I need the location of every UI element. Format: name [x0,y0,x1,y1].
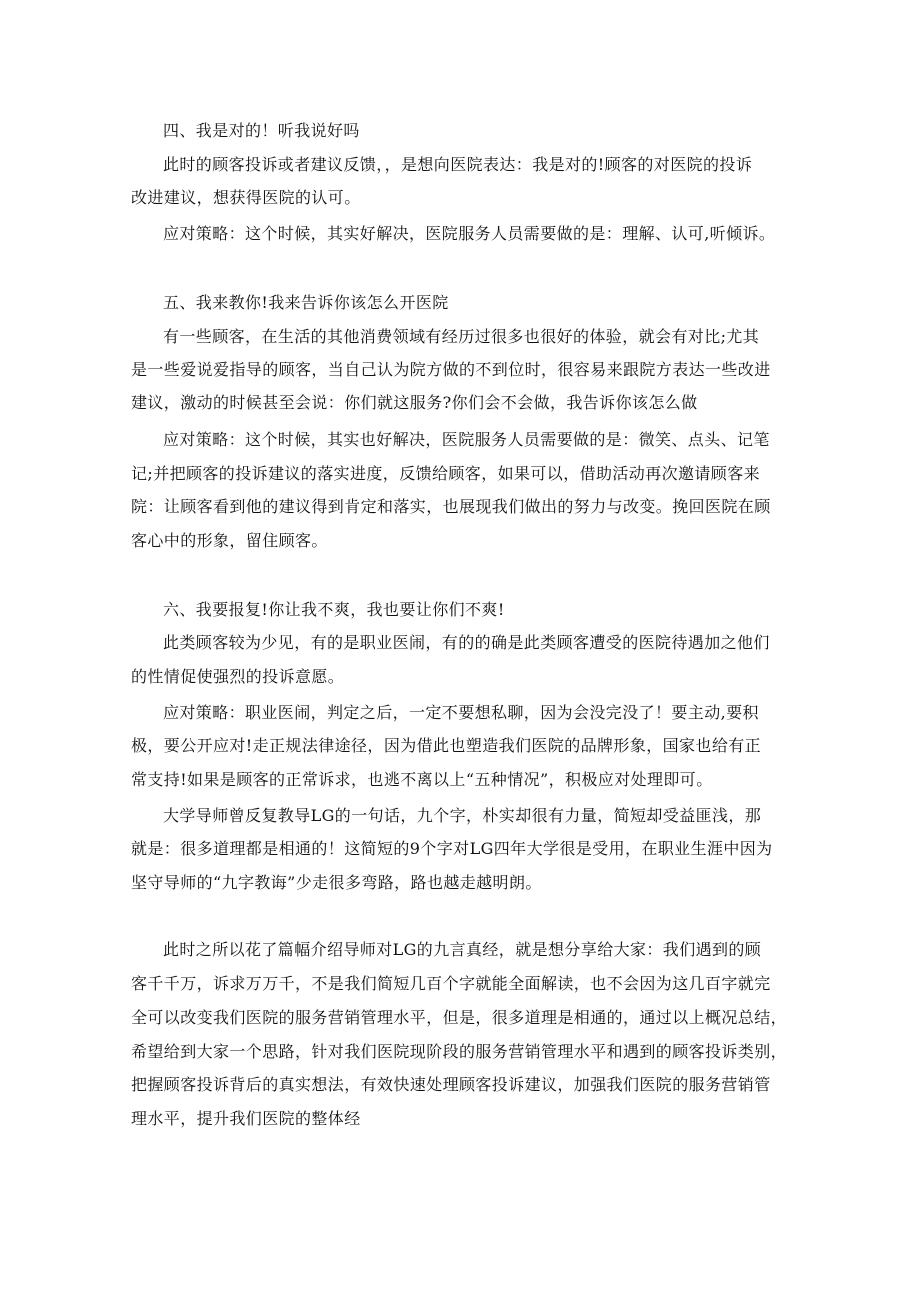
paragraph-line: 坚守导师的“九字教诲”少走很多弯路，路也越走越明朗。 [131,873,542,892]
paragraph-line: 把握顾客投诉背后的真实想法，有效快速处理顾客投诉建议，加强我们医院的服务营销管 [131,1075,771,1094]
paragraph-line: 应对策略：职业医闹，判定之后，一定不要想私聊，因为会没完没了！要主动,要积 [163,703,759,722]
paragraph-line: 此时之所以花了篇幅介绍导师对LG的九言真经，就是想分享给大家：我们遇到的顾 [163,940,762,959]
paragraph-line: 改进建议，想获得医院的认可。 [131,188,361,207]
paragraph-line: 就是：很多道理都是相通的！这简短的9个字对LG四年大学很是受用，在职业生涯中因为 [131,839,773,858]
paragraph-line: 院：让顾客看到他的建议得到肯定和落实，也展现我们做出的努力与改变。挽回医院在顾 [131,497,771,516]
paragraph-line: 建议，激动的时候甚至会说：你们就这服务?你们会不会做，我告诉你该怎么做 [131,393,698,412]
paragraph-line: 的性情促使强烈的投诉意愿。 [131,667,345,686]
section-heading-5: 五、我来教你!我来告诉你该怎么开医院 [163,293,449,312]
paragraph-line: 客心中的形象，留住顾客。 [131,531,328,550]
paragraph-line: 理水平，提升我们医院的整体经 [131,1109,361,1128]
paragraph-line: 极，要公开应对!走正规法律途径，因为借此也塑造我们医院的品牌形象，国家也给有正 [131,736,762,755]
paragraph-line: 希望给到大家一个思路，针对我们医院现阶段的服务营销管理水平和遇到的顾客投诉类别， [131,1042,788,1061]
paragraph-line: 此类顾客较为少见，有的是职业医闹，有的的确是此类顾客遭受的医院待遇加之他们 [163,633,770,652]
paragraph-line: 有一些顾客，在生活的其他消费领域有经历过很多也很好的体验，就会有对比;尤其 [163,327,760,346]
section-heading-4: 四、我是对的！听我说好吗 [163,121,360,140]
paragraph-line: 客千千万，诉求万万千，不是我们简短几百个字就能全面解读，也不会因为这几百字就完 [131,974,771,993]
paragraph-line: 记;并把顾客的投诉建议的落实进度，反馈给顾客，如果可以，借助活动再次邀请顾客来 [131,464,760,483]
paragraph-line: 此时的顾客投诉或者建议反馈，，是想向医院表达：我是对的!顾客的对医院的投诉 [163,155,753,174]
paragraph-line: 常支持!如果是顾客的正常诉求，也逃不离以上“五种情况”，积极应对处理即可。 [131,770,713,789]
paragraph-line: 是一些爱说爱指导的顾客，当自己认为院方做的不到位时，很容易来跟院方表达一些改进 [131,360,771,379]
paragraph-line: 大学导师曾反复教导LG的一句话，九个字，朴实却很有力量，简短却受益匪浅，那 [163,806,762,825]
section-heading-6: 六、我要报复!你让我不爽，我也要让你们不爽! [163,600,505,619]
paragraph-line: 应对策略：这个时候，其实也好解决，医院服务人员需要做的是：微笑、点头、记笔 [163,430,770,449]
paragraph-line: 应对策略：这个时候，其实好解决，医院服务人员需要做的是：理解、认可,听倾诉。 [163,224,776,243]
paragraph-line: 全可以改变我们医院的服务营销管理水平，但是，很多道理是相通的，通过以上概况总结， [131,1008,788,1027]
